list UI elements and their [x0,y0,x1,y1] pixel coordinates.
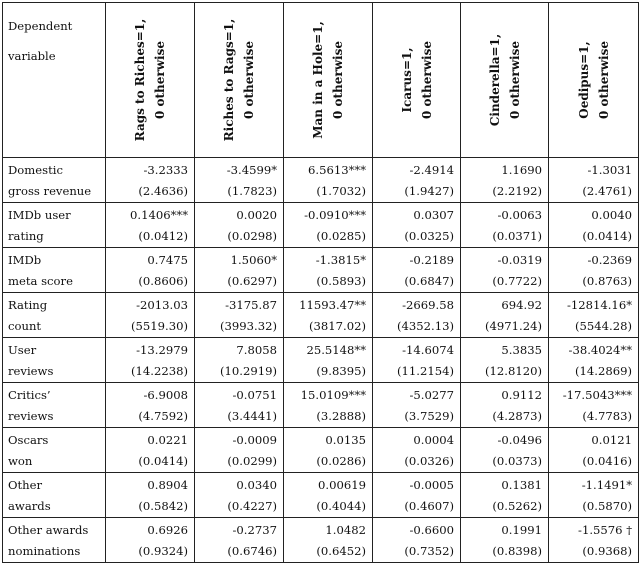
table-cell [106,428,195,473]
coefficient-value: -2669.58 [402,298,454,312]
row-label-line: reviews [8,364,54,378]
standard-error-value: (1.9427) [404,184,454,198]
table-cell [461,383,549,428]
table-cell [373,158,461,203]
table-cell [195,248,284,293]
coefficient-value: -2013.03 [136,298,188,312]
coefficient-value: 1.5060* [230,253,277,267]
table-cell [549,383,639,428]
column-header-line-1: Cinderella=1, [487,33,502,127]
standard-error-value: (0.4227) [227,499,277,513]
corner-line-2: variable [8,49,56,63]
coefficient-value: 15.0109*** [300,388,366,402]
standard-error-value: (0.8763) [582,274,632,288]
row-label-line: Critics’ [8,388,51,402]
standard-error-value: (0.7722) [492,274,542,288]
table-cell [195,518,284,563]
table-cell [195,338,284,383]
standard-error-value: (14.2869) [575,364,632,378]
coefficient-value: 1.0482 [325,523,366,537]
standard-error-value: (4971.24) [485,319,542,333]
table-cell [549,203,639,248]
table-cell [195,158,284,203]
standard-error-value: (0.0299) [227,454,277,468]
table-cell [284,473,373,518]
table-cell [195,383,284,428]
table-cell [461,473,549,518]
standard-error-value: (3.7529) [404,409,454,423]
row-label [3,473,106,518]
standard-error-value: (5544.28) [575,319,632,333]
coefficient-value: -1.5576 † [578,523,632,537]
standard-error-value: (2.4761) [582,184,632,198]
row-label [3,338,106,383]
row-label-line: meta score [8,274,73,288]
standard-error-value: (11.2154) [397,364,454,378]
coefficient-value: -3.2333 [143,163,188,177]
table-cell [284,158,373,203]
row-label-line: awards [8,499,51,513]
table-cell [549,248,639,293]
table-cell [549,428,639,473]
row-label-line: won [8,454,33,468]
standard-error-value: (1.7032) [316,184,366,198]
row-label-line: Domestic [8,163,63,177]
table-row [3,338,639,383]
coefficient-value: 5.3835 [501,343,542,357]
coefficient-value: 0.0121 [591,433,632,447]
standard-error-value: (4352.13) [397,319,454,333]
column-header [195,3,284,158]
table-cell [373,428,461,473]
coefficient-value: -14.6074 [402,343,454,357]
column-header [549,3,639,158]
row-label-line: rating [8,229,44,243]
table-row [3,293,639,338]
coefficient-value: 0.0221 [147,433,188,447]
standard-error-value: (1.7823) [227,184,277,198]
coefficient-value: -1.1491* [581,478,632,492]
row-label-line: nominations [8,544,81,558]
table-cell [106,158,195,203]
standard-error-value: (2.2192) [492,184,542,198]
column-header-line-2: 0 otherwise [507,40,522,120]
standard-error-value: (0.7352) [404,544,454,558]
coefficient-value: 0.0307 [413,208,454,222]
row-label-line: Rating [8,298,48,312]
coefficient-value: -0.0063 [497,208,542,222]
coefficient-value: 0.1406*** [130,208,188,222]
standard-error-value: (0.8398) [492,544,542,558]
coefficient-value: -0.2737 [232,523,277,537]
regression-table [2,2,639,563]
column-header-line-1: Man in a Hole=1, [311,21,325,139]
standard-error-value: (0.0373) [492,454,542,468]
coefficient-value: 0.00619 [318,478,366,492]
standard-error-value: (0.6746) [227,544,277,558]
row-label-line: User [8,343,37,357]
corner-header [3,3,106,158]
table-cell [549,158,639,203]
coefficient-value: 0.6926 [147,523,188,537]
coefficient-value: -0.6600 [409,523,454,537]
table-row [3,383,639,428]
table-cell [106,473,195,518]
coefficient-value: 0.0020 [236,208,277,222]
table-cell [461,248,549,293]
column-header-line-1: Oedipus=1, [576,41,591,119]
standard-error-value: (0.5262) [492,499,542,513]
table-body [3,158,639,563]
coefficient-value: -13.2979 [136,343,188,357]
column-header [373,3,461,158]
coefficient-value: 0.0004 [413,433,454,447]
table-cell [284,383,373,428]
standard-error-value: (3.2888) [316,409,366,423]
coefficient-value: -12814.16* [566,298,632,312]
coefficient-value: -0.0496 [497,433,542,447]
table-cell [195,473,284,518]
table-cell [461,338,549,383]
table-cell [106,248,195,293]
row-label [3,428,106,473]
coefficient-value: -6.9008 [143,388,188,402]
table-cell [106,338,195,383]
coefficient-value: 25.5148** [306,343,366,357]
standard-error-value: (2.4636) [138,184,188,198]
coefficient-value: 0.9112 [501,388,542,402]
standard-error-value: (0.8606) [138,274,188,288]
standard-error-value: (10.2919) [220,364,277,378]
coefficient-value: 0.1991 [501,523,542,537]
row-label-line: Other awards [8,523,89,537]
standard-error-value: (3993.32) [220,319,277,333]
coefficient-value: 6.5613*** [308,163,366,177]
row-label-line: count [8,319,42,333]
standard-error-value: (0.4607) [404,499,454,513]
table-cell [373,473,461,518]
coefficient-value: -3175.87 [225,298,277,312]
coefficient-value: 694.92 [501,298,542,312]
table-cell [461,293,549,338]
coefficient-value: 0.0135 [325,433,366,447]
standard-error-value: (0.9368) [582,544,632,558]
table-cell [106,383,195,428]
table-cell [106,203,195,248]
table-cell [373,383,461,428]
standard-error-value: (0.5842) [138,499,188,513]
standard-error-value: (0.9324) [138,544,188,558]
column-header-line-2: 0 otherwise [153,40,167,120]
column-header [461,3,549,158]
row-label [3,203,106,248]
standard-error-value: (4.7592) [138,409,188,423]
standard-error-value: (0.6297) [227,274,277,288]
table-cell [461,518,549,563]
coefficient-value: -0.0009 [232,433,277,447]
coefficient-value: -5.0277 [409,388,454,402]
coefficient-value: 7.8058 [236,343,277,357]
table-cell [549,518,639,563]
standard-error-value: (0.0414) [138,454,188,468]
row-label-line: IMDb user [8,208,71,222]
table-cell [106,293,195,338]
standard-error-value: (4.2873) [492,409,542,423]
row-label-line: Oscars [8,433,49,447]
coefficient-value: 1.1690 [501,163,542,177]
table-cell [106,518,195,563]
table-cell [195,293,284,338]
coefficient-value: 0.7475 [147,253,188,267]
column-header-line-2: 0 otherwise [596,40,611,120]
row-label-line: IMDb [8,253,42,267]
table-cell [549,473,639,518]
column-header [106,3,195,158]
table-row [3,203,639,248]
coefficient-value: 0.0040 [591,208,632,222]
table-row [3,158,639,203]
column-header-line-2: 0 otherwise [242,40,256,120]
coefficient-value: 11593.47** [299,298,366,312]
row-label [3,158,106,203]
table-cell [461,203,549,248]
table-cell [373,338,461,383]
table-cell [284,203,373,248]
table-cell [549,293,639,338]
standard-error-value: (9.8395) [316,364,366,378]
corner-line-1: Dependent [8,19,73,33]
standard-error-value: (0.0414) [582,229,632,243]
column-header-line-2: 0 otherwise [331,40,345,120]
coefficient-value: 0.8904 [147,478,188,492]
standard-error-value: (0.4044) [316,499,366,513]
table-cell [461,428,549,473]
table-cell [373,293,461,338]
standard-error-value: (3817.02) [309,319,366,333]
standard-error-value: (0.0371) [492,229,542,243]
standard-error-value: (0.0416) [582,454,632,468]
table-cell [284,518,373,563]
standard-error-value: (0.5870) [582,499,632,513]
table-cell [373,248,461,293]
column-header-line-1: Icarus=1, [399,47,414,113]
table-cell [195,203,284,248]
row-label [3,518,106,563]
row-label-line: Other [8,478,43,492]
row-label [3,248,106,293]
coefficient-value: -0.0319 [497,253,542,267]
table-row [3,473,639,518]
row-label [3,383,106,428]
column-header-line-1: Riches to Rags=1, [222,18,236,142]
coefficient-value: -0.0751 [232,388,277,402]
coefficient-value: -2.4914 [409,163,454,177]
standard-error-value: (5519.30) [131,319,188,333]
table-cell [373,203,461,248]
table-cell [373,518,461,563]
coefficient-value: -0.0005 [409,478,454,492]
standard-error-value: (0.6452) [316,544,366,558]
coefficient-value: -0.0910*** [304,208,366,222]
coefficient-value: 0.0340 [236,478,277,492]
standard-error-value: (12.8120) [485,364,542,378]
coefficient-value: -3.4599* [226,163,277,177]
table-row [3,428,639,473]
table-row [3,248,639,293]
coefficient-value: -38.4024** [568,343,632,357]
standard-error-value: (3.4441) [227,409,277,423]
standard-error-value: (0.0325) [404,229,454,243]
standard-error-value: (0.0286) [316,454,366,468]
table-cell [549,338,639,383]
column-header-line-1: Rags to Riches=1, [133,18,147,142]
row-label-line: gross revenue [8,184,92,198]
header-row [3,3,639,158]
coefficient-value: -0.2369 [587,253,632,267]
standard-error-value: (4.7783) [582,409,632,423]
row-label-line: reviews [8,409,54,423]
table-cell [284,248,373,293]
table-cell [284,428,373,473]
table-cell [284,293,373,338]
table-cell [284,338,373,383]
column-header-line-2: 0 otherwise [419,40,434,120]
table-cell [461,158,549,203]
row-label [3,293,106,338]
standard-error-value: (0.5893) [316,274,366,288]
standard-error-value: (0.6847) [404,274,454,288]
coefficient-value: -17.5043*** [562,388,632,402]
column-header [284,3,373,158]
standard-error-value: (14.2238) [131,364,188,378]
standard-error-value: (0.0326) [404,454,454,468]
coefficient-value: -1.3031 [587,163,632,177]
standard-error-value: (0.0298) [227,229,277,243]
standard-error-value: (0.0285) [316,229,366,243]
coefficient-value: -0.2189 [409,253,454,267]
coefficient-value: 0.1381 [501,478,542,492]
table-cell [195,428,284,473]
table-row [3,518,639,563]
coefficient-value: -1.3815* [315,253,366,267]
standard-error-value: (0.0412) [138,229,188,243]
